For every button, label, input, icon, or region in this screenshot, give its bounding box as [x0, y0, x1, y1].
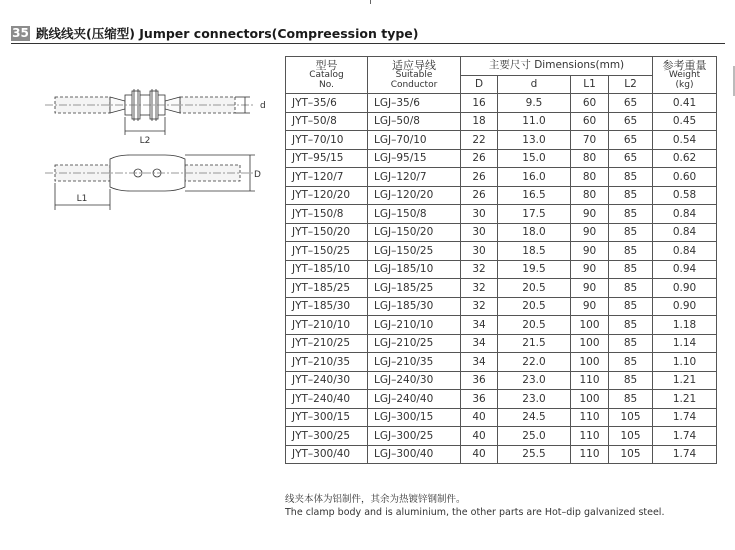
- L2-cell: 85: [609, 168, 653, 187]
- d-cell: 9.5: [498, 94, 571, 113]
- catalog-cell: JYT–240/30: [286, 371, 368, 390]
- L1-cell: 110: [571, 371, 609, 390]
- d-small-label: d: [260, 101, 266, 111]
- conductor-cell: LGJ–300/15: [368, 408, 461, 427]
- header-rule: [11, 43, 725, 44]
- weight-cell: 0.84: [653, 223, 717, 242]
- catalog-cell: JYT–50/8: [286, 112, 368, 131]
- table-row: [286, 242, 717, 261]
- footnote-en: The clamp body and is aluminium, the other parts are Hot–dip galvanized steel.: [285, 506, 665, 518]
- footnote: [285, 494, 664, 520]
- catalog-cell: JYT–120/7: [286, 168, 368, 187]
- d-cell: 13.0: [498, 131, 571, 150]
- L2-cell: 105: [609, 408, 653, 427]
- d-cell: 22.0: [498, 353, 571, 372]
- d-cell: 20.5: [498, 316, 571, 335]
- table-row: [286, 316, 717, 335]
- L2-cell: 85: [609, 242, 653, 261]
- catalog-cell: JYT–185/25: [286, 279, 368, 298]
- weight-cell: 0.60: [653, 168, 717, 187]
- weight-cell: 0.90: [653, 279, 717, 298]
- d-cell: 20.5: [498, 297, 571, 316]
- catalog-cell: JYT–95/15: [286, 149, 368, 168]
- D-cell: 18: [461, 112, 498, 131]
- L2-cell: 85: [609, 297, 653, 316]
- L1-cell: 80: [571, 168, 609, 187]
- catalog-cell: JYT–70/10: [286, 131, 368, 150]
- L2-cell: 105: [609, 445, 653, 464]
- catalog-cell: JYT–240/40: [286, 390, 368, 409]
- catalog-cell: JYT–150/8: [286, 205, 368, 224]
- d-cell: 20.5: [498, 279, 571, 298]
- L2-cell: 85: [609, 353, 653, 372]
- weight-cell: 1.21: [653, 371, 717, 390]
- d-cell: 16.5: [498, 186, 571, 205]
- weight-cell: 1.18: [653, 316, 717, 335]
- conductor-cell: LGJ–210/10: [368, 316, 461, 335]
- table-row: [286, 334, 717, 353]
- D-cell: 32: [461, 279, 498, 298]
- weight-cell: 0.54: [653, 131, 717, 150]
- L1-cell: 70: [571, 131, 609, 150]
- conductor-cell: LGJ–35/6: [368, 94, 461, 113]
- catalog-cell: JYT–210/25: [286, 334, 368, 353]
- table-row: [286, 260, 717, 279]
- section-header: [11, 24, 725, 42]
- L2-cell: 85: [609, 260, 653, 279]
- conductor-cell: LGJ–150/20: [368, 223, 461, 242]
- D-cell: 32: [461, 260, 498, 279]
- L1-cell: 100: [571, 390, 609, 409]
- d-cell: 19.5: [498, 260, 571, 279]
- L1-cell: 90: [571, 260, 609, 279]
- table-row: [286, 427, 717, 446]
- catalog-cell: JYT–300/25: [286, 427, 368, 446]
- L2-cell: 85: [609, 205, 653, 224]
- L1-cell: 80: [571, 186, 609, 205]
- d-big-label: D: [254, 170, 261, 180]
- L2-cell: 65: [609, 131, 653, 150]
- d-cell: 16.0: [498, 168, 571, 187]
- L2-cell: 85: [609, 334, 653, 353]
- L1-cell: 110: [571, 427, 609, 446]
- L1-cell: 100: [571, 353, 609, 372]
- L2-cell: 85: [609, 186, 653, 205]
- page-mark: [370, 0, 371, 4]
- D-cell: 36: [461, 371, 498, 390]
- weight-cell: 0.45: [653, 112, 717, 131]
- conductor-cell: LGJ–185/10: [368, 260, 461, 279]
- table-row: [286, 279, 717, 298]
- D-cell: 30: [461, 223, 498, 242]
- L1-cell: 90: [571, 242, 609, 261]
- conductor-cell: LGJ–185/25: [368, 279, 461, 298]
- conductor-cell: LGJ–70/10: [368, 131, 461, 150]
- L1-cell: 90: [571, 297, 609, 316]
- L1-cell: 60: [571, 112, 609, 131]
- table-row: [286, 371, 717, 390]
- L2-cell: 85: [609, 371, 653, 390]
- L1-cell: 100: [571, 334, 609, 353]
- d-cell: 18.0: [498, 223, 571, 242]
- l1-label: L1: [76, 194, 88, 204]
- L2-cell: 65: [609, 112, 653, 131]
- conductor-cell: LGJ–50/8: [368, 112, 461, 131]
- catalog-cell: JYT–300/15: [286, 408, 368, 427]
- conductor-cell: LGJ–120/20: [368, 186, 461, 205]
- weight-cell: 0.90: [653, 297, 717, 316]
- L1-cell: 90: [571, 279, 609, 298]
- conductor-cell: LGJ–300/25: [368, 427, 461, 446]
- dim-d-header: d: [498, 75, 571, 94]
- catalog-cell: JYT–300/40: [286, 445, 368, 464]
- D-cell: 30: [461, 242, 498, 261]
- section-number-badge: 35: [12, 26, 29, 40]
- table-row: [286, 390, 717, 409]
- table-row: [286, 408, 717, 427]
- d-cell: 21.5: [498, 334, 571, 353]
- D-cell: 32: [461, 297, 498, 316]
- L2-cell: 65: [609, 149, 653, 168]
- dimensions-header: 主要尺寸 Dimensions(mm): [461, 57, 653, 76]
- catalog-cell: JYT–210/35: [286, 353, 368, 372]
- conductor-cell: LGJ–150/25: [368, 242, 461, 261]
- conductor-cell: LGJ–120/7: [368, 168, 461, 187]
- weight-header: 参考重量 Weight (kg): [653, 57, 717, 94]
- D-cell: 34: [461, 334, 498, 353]
- spec-table: [285, 56, 717, 464]
- conductor-cell: LGJ–95/15: [368, 149, 461, 168]
- conductor-cell: LGJ–300/40: [368, 445, 461, 464]
- L1-cell: 90: [571, 223, 609, 242]
- weight-cell: 0.41: [653, 94, 717, 113]
- weight-cell: 1.21: [653, 390, 717, 409]
- header-row: [286, 57, 717, 76]
- l2-label: L2: [139, 136, 151, 146]
- L1-cell: 60: [571, 94, 609, 113]
- table-row: [286, 186, 717, 205]
- table-row: [286, 112, 717, 131]
- catalog-header: 型号 Catalog No.: [286, 57, 368, 94]
- d-cell: 23.0: [498, 390, 571, 409]
- L2-cell: 85: [609, 316, 653, 335]
- D-cell: 26: [461, 186, 498, 205]
- L2-cell: 85: [609, 279, 653, 298]
- table-row: [286, 223, 717, 242]
- catalog-cell: JYT–120/20: [286, 186, 368, 205]
- L2-cell: 85: [609, 390, 653, 409]
- L1-cell: 90: [571, 205, 609, 224]
- weight-cell: 0.62: [653, 149, 717, 168]
- catalog-cell: JYT–210/10: [286, 316, 368, 335]
- D-cell: 26: [461, 168, 498, 187]
- conductor-cell: LGJ–210/25: [368, 334, 461, 353]
- weight-cell: 1.74: [653, 408, 717, 427]
- table-row: [286, 445, 717, 464]
- d-cell: 18.5: [498, 242, 571, 261]
- table-row: [286, 297, 717, 316]
- dim-D-header: D: [461, 75, 498, 94]
- d-cell: 11.0: [498, 112, 571, 131]
- d-cell: 17.5: [498, 205, 571, 224]
- D-cell: 16: [461, 94, 498, 113]
- dim-L1-header: L1: [571, 75, 609, 94]
- D-cell: 22: [461, 131, 498, 150]
- catalog-cell: JYT–35/6: [286, 94, 368, 113]
- weight-cell: 1.74: [653, 445, 717, 464]
- dim-L2-header: L2: [609, 75, 653, 94]
- table-row: [286, 353, 717, 372]
- D-cell: 36: [461, 390, 498, 409]
- L1-cell: 110: [571, 445, 609, 464]
- weight-cell: 1.10: [653, 353, 717, 372]
- D-cell: 26: [461, 149, 498, 168]
- D-cell: 40: [461, 445, 498, 464]
- weight-cell: 0.94: [653, 260, 717, 279]
- weight-cell: 1.14: [653, 334, 717, 353]
- spec-table-body: [286, 94, 717, 464]
- L2-cell: 105: [609, 427, 653, 446]
- D-cell: 40: [461, 408, 498, 427]
- L2-cell: 85: [609, 223, 653, 242]
- weight-cell: 0.84: [653, 242, 717, 261]
- D-cell: 40: [461, 427, 498, 446]
- table-row: [286, 131, 717, 150]
- catalog-cell: JYT–150/25: [286, 242, 368, 261]
- catalog-cell: JYT–150/20: [286, 223, 368, 242]
- d-cell: 25.0: [498, 427, 571, 446]
- weight-cell: 0.84: [653, 205, 717, 224]
- L1-cell: 110: [571, 408, 609, 427]
- L1-cell: 100: [571, 316, 609, 335]
- conductor-cell: LGJ–150/8: [368, 205, 461, 224]
- L1-cell: 80: [571, 149, 609, 168]
- catalog-cell: JYT–185/10: [286, 260, 368, 279]
- conductor-header: 适应导线 Suitable Conductor: [368, 57, 461, 94]
- weight-cell: 0.58: [653, 186, 717, 205]
- D-cell: 34: [461, 316, 498, 335]
- conductor-cell: LGJ–185/30: [368, 297, 461, 316]
- D-cell: 30: [461, 205, 498, 224]
- conductor-cell: LGJ–240/30: [368, 371, 461, 390]
- connector-drawing: [40, 85, 265, 220]
- D-cell: 34: [461, 353, 498, 372]
- table-row: [286, 94, 717, 113]
- conductor-cell: LGJ–210/35: [368, 353, 461, 372]
- d-cell: 24.5: [498, 408, 571, 427]
- table-row: [286, 168, 717, 187]
- conductor-cell: LGJ–240/40: [368, 390, 461, 409]
- L2-cell: 65: [609, 94, 653, 113]
- section-title: 跳线线夹(压缩型) Jumper connectors(Compreession type): [36, 26, 419, 41]
- footnote-zh: 线夹本体为铝制件，其余为热镀锌钢制件。: [285, 494, 466, 505]
- d-cell: 15.0: [498, 149, 571, 168]
- table-row: [286, 149, 717, 168]
- d-cell: 25.5: [498, 445, 571, 464]
- table-row: [286, 205, 717, 224]
- weight-cell: 1.74: [653, 427, 717, 446]
- d-cell: 23.0: [498, 371, 571, 390]
- catalog-cell: JYT–185/30: [286, 297, 368, 316]
